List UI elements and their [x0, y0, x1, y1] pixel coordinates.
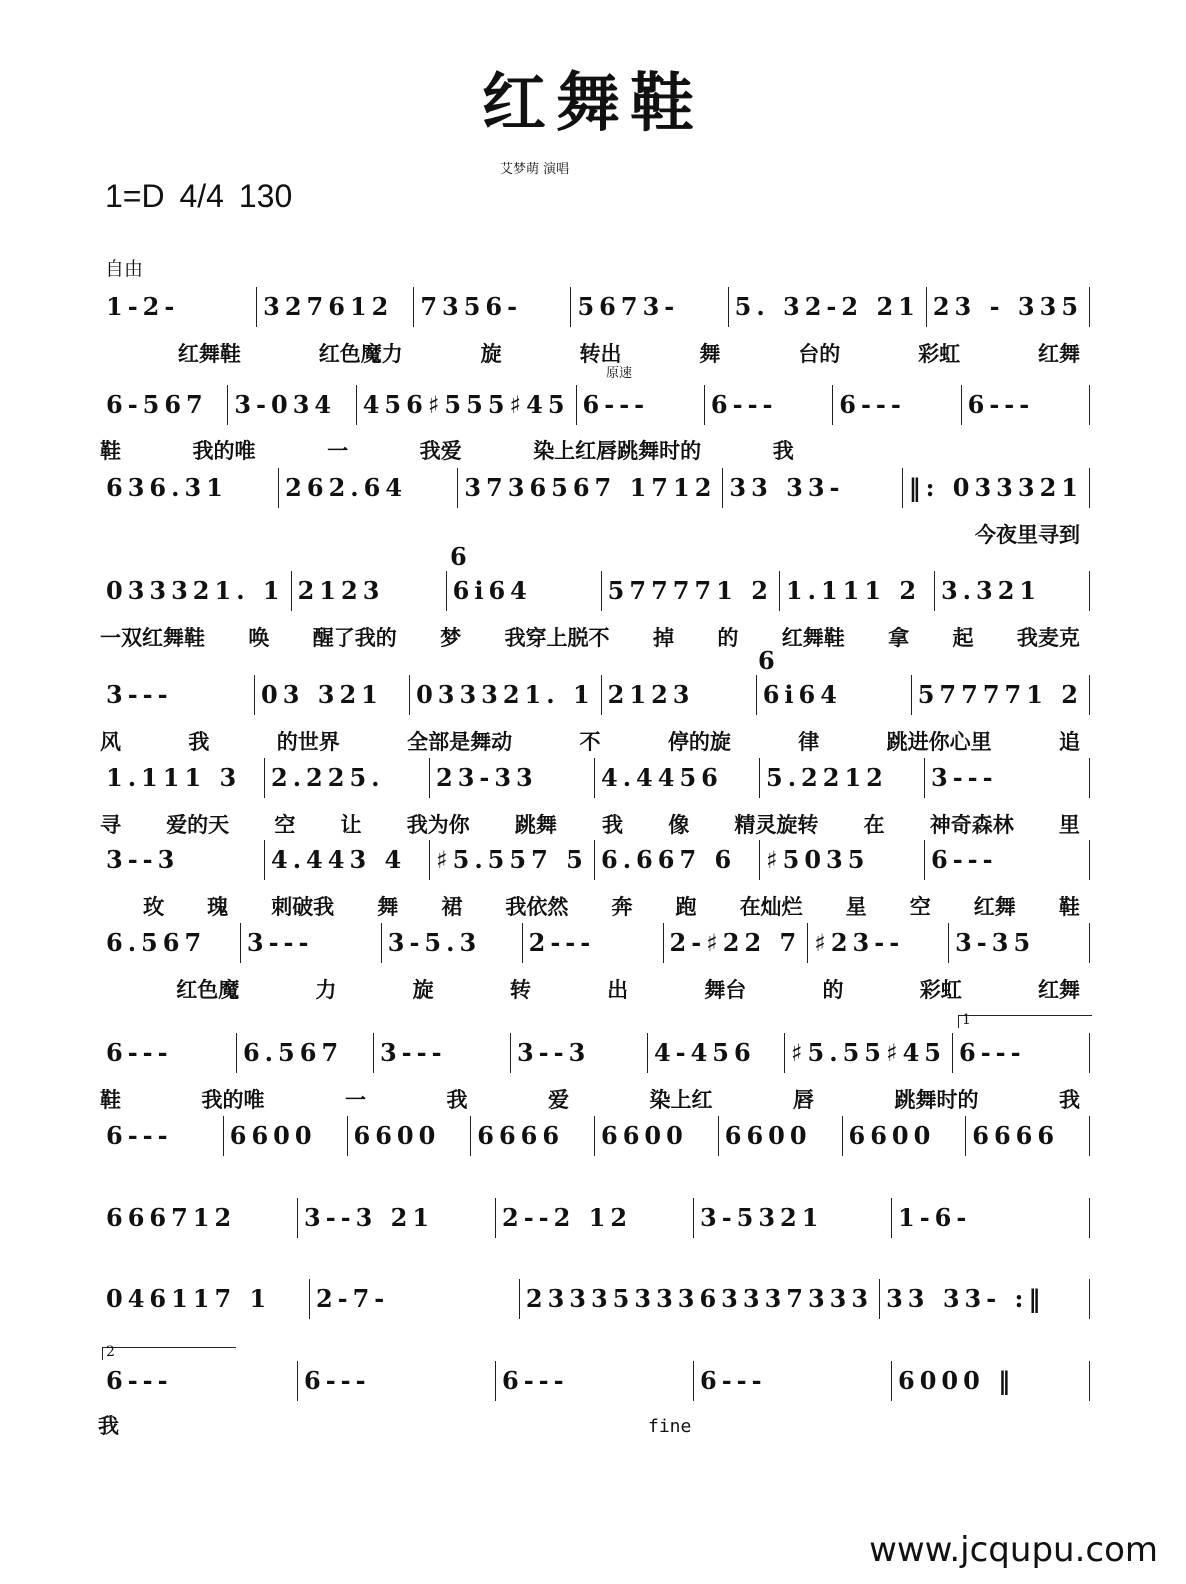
lyric-segment: 我的唯 [192, 439, 256, 463]
measure: 3--3 21 [298, 1198, 496, 1238]
measure: 6600 [224, 1116, 348, 1156]
lyric-segment: 追 [1059, 730, 1080, 754]
lyric-segment: 梦 [440, 626, 462, 650]
lyric-segment: 转出 [579, 342, 622, 366]
lyric-segment: 寻 [100, 813, 121, 837]
measure: 23-33 [430, 758, 595, 798]
lyric-line [100, 726, 1080, 756]
lyric-segment: 一 [345, 1088, 366, 1112]
tempo-mark: 原速 [606, 366, 633, 381]
lyric-segment: 里 [1058, 813, 1080, 837]
lyric-segment: 红舞 [973, 895, 1016, 919]
lyric-segment: 我依然 [505, 895, 569, 919]
measure: 2-♯22 7 [664, 923, 809, 963]
notation-row [100, 923, 1090, 963]
lyric-segment: 瑰 [207, 895, 229, 919]
measure: 4.443 4 [265, 840, 430, 880]
measure: 3--3 [100, 840, 265, 880]
measure: ‖: 033321 [903, 468, 1090, 508]
measure: ♯23-- [808, 923, 949, 963]
measure: 636.31 [100, 468, 279, 508]
measure: 6--- [705, 385, 833, 425]
notation-row [100, 287, 1090, 327]
measure: ♯5.55♯45 [785, 1033, 953, 1073]
singer-credit: 艾梦萌 演唱 [500, 162, 570, 177]
watermark: www.jcqupu.com [869, 1530, 1158, 1570]
measure: 5673- [571, 287, 728, 327]
lyric-segment: 我 [1059, 1088, 1080, 1112]
lyric-segment: 我麦克 [1016, 626, 1080, 650]
notation-row [100, 840, 1090, 880]
key-signature: 1=D 4/4 130 [105, 178, 293, 214]
lyric-segment: 我 [772, 439, 794, 463]
lyric-segment: 空 [909, 895, 931, 919]
measure: 2--2 12 [496, 1198, 694, 1238]
volta-2: 2 [102, 1347, 236, 1360]
measure: 6.667 6 [595, 840, 760, 880]
measure: 5.2212 [760, 758, 925, 798]
measure: 033321. 1 [100, 571, 292, 611]
notation-row [100, 468, 1090, 508]
measure: 3-034 [228, 385, 356, 425]
lyric-segment: 红舞 [1038, 342, 1080, 366]
measure: 6--- [953, 1033, 1090, 1073]
measure: 2123 [602, 675, 757, 715]
lyric-segment: 舞 [377, 895, 399, 919]
free-tempo-mark: 自由 [105, 258, 144, 280]
measure: 666712 [100, 1198, 298, 1238]
measure: 3-5321 [694, 1198, 892, 1238]
measure: 6--- [298, 1361, 496, 1401]
measure: 6.567 [100, 923, 241, 963]
lyric-segment: 我为你 [406, 813, 470, 837]
notation-row [100, 758, 1090, 798]
lyric-segment: 的 [717, 626, 739, 650]
lyric-segment: 的世界 [276, 730, 340, 754]
lyric-segment: 红色魔 [176, 978, 240, 1002]
measure: 6000 ‖ [892, 1361, 1090, 1401]
measure: 1-6- [892, 1198, 1090, 1238]
lyric-segment: 舞台 [704, 978, 747, 1002]
measure: 3--- [925, 758, 1090, 798]
final-lyric: 我 [98, 1414, 119, 1438]
notation-row [100, 1279, 1090, 1319]
lyric-segment: 转 [509, 978, 531, 1002]
measure: 6--- [496, 1361, 694, 1401]
lyric-segment: 旋 [480, 342, 502, 366]
lyric-segment: 我穿上脱不 [504, 626, 610, 650]
lyric-segment: 今夜里寻到 [975, 523, 1080, 547]
measure: 2123 [292, 571, 447, 611]
lyric-segment: 唤 [248, 626, 270, 650]
lyric-segment: 力 [315, 978, 337, 1002]
lyric-segment: 台的 [798, 342, 841, 366]
lyric-segment: 鞋 [100, 439, 121, 463]
measure: 327612 [257, 287, 414, 327]
lyric-segment: 精灵旋转 [734, 813, 819, 837]
measure: 6666 [471, 1116, 595, 1156]
chord-note: 6 [758, 646, 775, 675]
lyric-segment: 跳舞时的 [894, 1088, 979, 1112]
lyric-segment: 神奇森林 [929, 813, 1014, 837]
measure: 2333533363337333 [520, 1279, 880, 1319]
measure: 03 321 [255, 675, 410, 715]
lyric-segment: 我的唯 [201, 1088, 265, 1112]
lyric-segment: 鞋 [100, 1088, 121, 1112]
lyric-segment: 出 [607, 978, 629, 1002]
lyric-segment: 彩虹 [918, 342, 961, 366]
lyric-line [100, 974, 1080, 1004]
lyric-segment: 我 [602, 813, 624, 837]
measure: 6666 [966, 1116, 1090, 1156]
lyric-segment: 一 [327, 439, 349, 463]
measure: 2--- [523, 923, 664, 963]
measure: 577771 2 [602, 571, 780, 611]
lyric-segment: 跳舞 [514, 813, 557, 837]
measure: 3--- [241, 923, 382, 963]
lyric-segment: 红舞鞋 [781, 626, 845, 650]
lyric-segment: 在灿烂 [739, 895, 803, 919]
measure: 1.111 3 [100, 758, 265, 798]
notation-row [100, 1033, 1090, 1073]
measure: 3736567 1712 [458, 468, 723, 508]
notation-row [100, 571, 1090, 611]
measure: ♯5035 [760, 840, 925, 880]
lyric-segment: 我 [188, 730, 210, 754]
lyric-segment: 红色魔力 [318, 342, 403, 366]
measure: 6--- [100, 1033, 237, 1073]
lyric-segment: 跳进你心里 [886, 730, 992, 754]
measure: 33 33- [723, 468, 902, 508]
lyric-segment: 空 [274, 813, 296, 837]
lyric-segment: 我爱 [419, 439, 462, 463]
lyric-segment: 停的旋 [667, 730, 731, 754]
lyric-segment: 掉 [652, 626, 674, 650]
lyric-segment: 的 [822, 978, 844, 1002]
lyric-segment: 律 [798, 730, 820, 754]
lyric-segment: 一双红舞鞋 [100, 626, 205, 650]
measure: 3--3 [511, 1033, 648, 1073]
lyric-segment: 舞 [699, 342, 721, 366]
measure: 3-5.3 [382, 923, 523, 963]
measure: 4-456 [648, 1033, 785, 1073]
fine-mark: fine [648, 1416, 692, 1437]
lyric-line [100, 519, 1080, 549]
lyric-segment: 奔 [611, 895, 633, 919]
lyric-segment: 让 [340, 813, 362, 837]
lyric-segment: 刺破我 [271, 895, 335, 919]
measure: 23 - 335 [927, 287, 1090, 327]
lyric-segment: 红舞鞋 [177, 342, 241, 366]
measure: 3-35 [949, 923, 1090, 963]
lyric-segment: 我 [446, 1088, 468, 1112]
measure: 262.64 [279, 468, 458, 508]
lyric-line [100, 338, 1080, 368]
lyric-segment: 红舞 [1037, 978, 1080, 1002]
lyric-segment: 拿 [888, 626, 910, 650]
measure: 456♯555♯45 [357, 385, 577, 425]
lyric-segment: 醒了我的 [312, 626, 397, 650]
measure: 6600 [595, 1116, 719, 1156]
measure: ♯5.557 5 [430, 840, 595, 880]
lyric-line [100, 435, 1080, 465]
measure: 6--- [694, 1361, 892, 1401]
measure: 6i64 [447, 571, 602, 611]
lyric-segment: 星 [845, 895, 867, 919]
lyric-segment: 风 [100, 730, 121, 754]
measure: 6600 [719, 1116, 843, 1156]
lyric-segment: 唇 [793, 1088, 814, 1112]
measure: 3--- [374, 1033, 511, 1073]
measure: 6600 [843, 1116, 967, 1156]
lyric-segment: 爱的天 [166, 813, 230, 837]
lyric-segment: 彩虹 [919, 978, 962, 1002]
measure: 1.111 2 [780, 571, 935, 611]
measure: 046117 1 [100, 1279, 310, 1319]
lyric-segment: 染上红唇跳舞时的 [533, 439, 702, 463]
lyric-segment: 裙 [441, 895, 463, 919]
measure: 6600 [348, 1116, 472, 1156]
chord-note: 6 [450, 542, 467, 571]
lyric-segment: 像 [668, 813, 690, 837]
lyric-segment: 不 [579, 730, 601, 754]
measure: 2-7- [310, 1279, 520, 1319]
measure: 2.225. [265, 758, 430, 798]
notation-row [100, 675, 1090, 715]
lyric-segment: 鞋 [1058, 895, 1080, 919]
measure: 5. 32-2 21 [729, 287, 927, 327]
lyric-segment: 染上红 [649, 1088, 713, 1112]
lyric-line [100, 891, 1080, 921]
lyric-segment: 玫 [143, 895, 165, 919]
measure: 6--- [100, 1361, 298, 1401]
measure: 6--- [100, 1116, 224, 1156]
measure: 577771 2 [912, 675, 1090, 715]
notation-row [100, 1116, 1090, 1156]
lyric-segment: 起 [952, 626, 974, 650]
lyric-segment: 旋 [412, 978, 434, 1002]
measure: 3--- [100, 675, 255, 715]
lyric-segment: 跑 [675, 895, 697, 919]
measure: 033321. 1 [410, 675, 602, 715]
notation-row [100, 385, 1090, 425]
notation-row [100, 1198, 1090, 1238]
lyric-segment: 爱 [548, 1088, 569, 1112]
measure: 6--- [577, 385, 705, 425]
measure: 6.567 [237, 1033, 374, 1073]
lyric-line [100, 809, 1080, 839]
lyric-line [100, 622, 1080, 652]
volta-1: 1 [958, 1015, 1092, 1028]
lyric-segment: 在 [863, 813, 885, 837]
measure: 6--- [962, 385, 1090, 425]
measure: 7356- [414, 287, 571, 327]
measure: 33 33- :‖ [880, 1279, 1090, 1319]
lyric-segment: 全部是舞动 [407, 730, 513, 754]
notation-row [100, 1361, 1090, 1401]
measure: 1-2- [100, 287, 257, 327]
measure: 4.4456 [595, 758, 760, 798]
lyric-line [100, 1084, 1080, 1114]
measure: 6-567 [100, 385, 228, 425]
measure: 6i64 [757, 675, 912, 715]
song-title: 红舞鞋 [482, 67, 704, 141]
measure: 3.321 [935, 571, 1090, 611]
measure: 6--- [925, 840, 1090, 880]
measure: 6--- [833, 385, 961, 425]
